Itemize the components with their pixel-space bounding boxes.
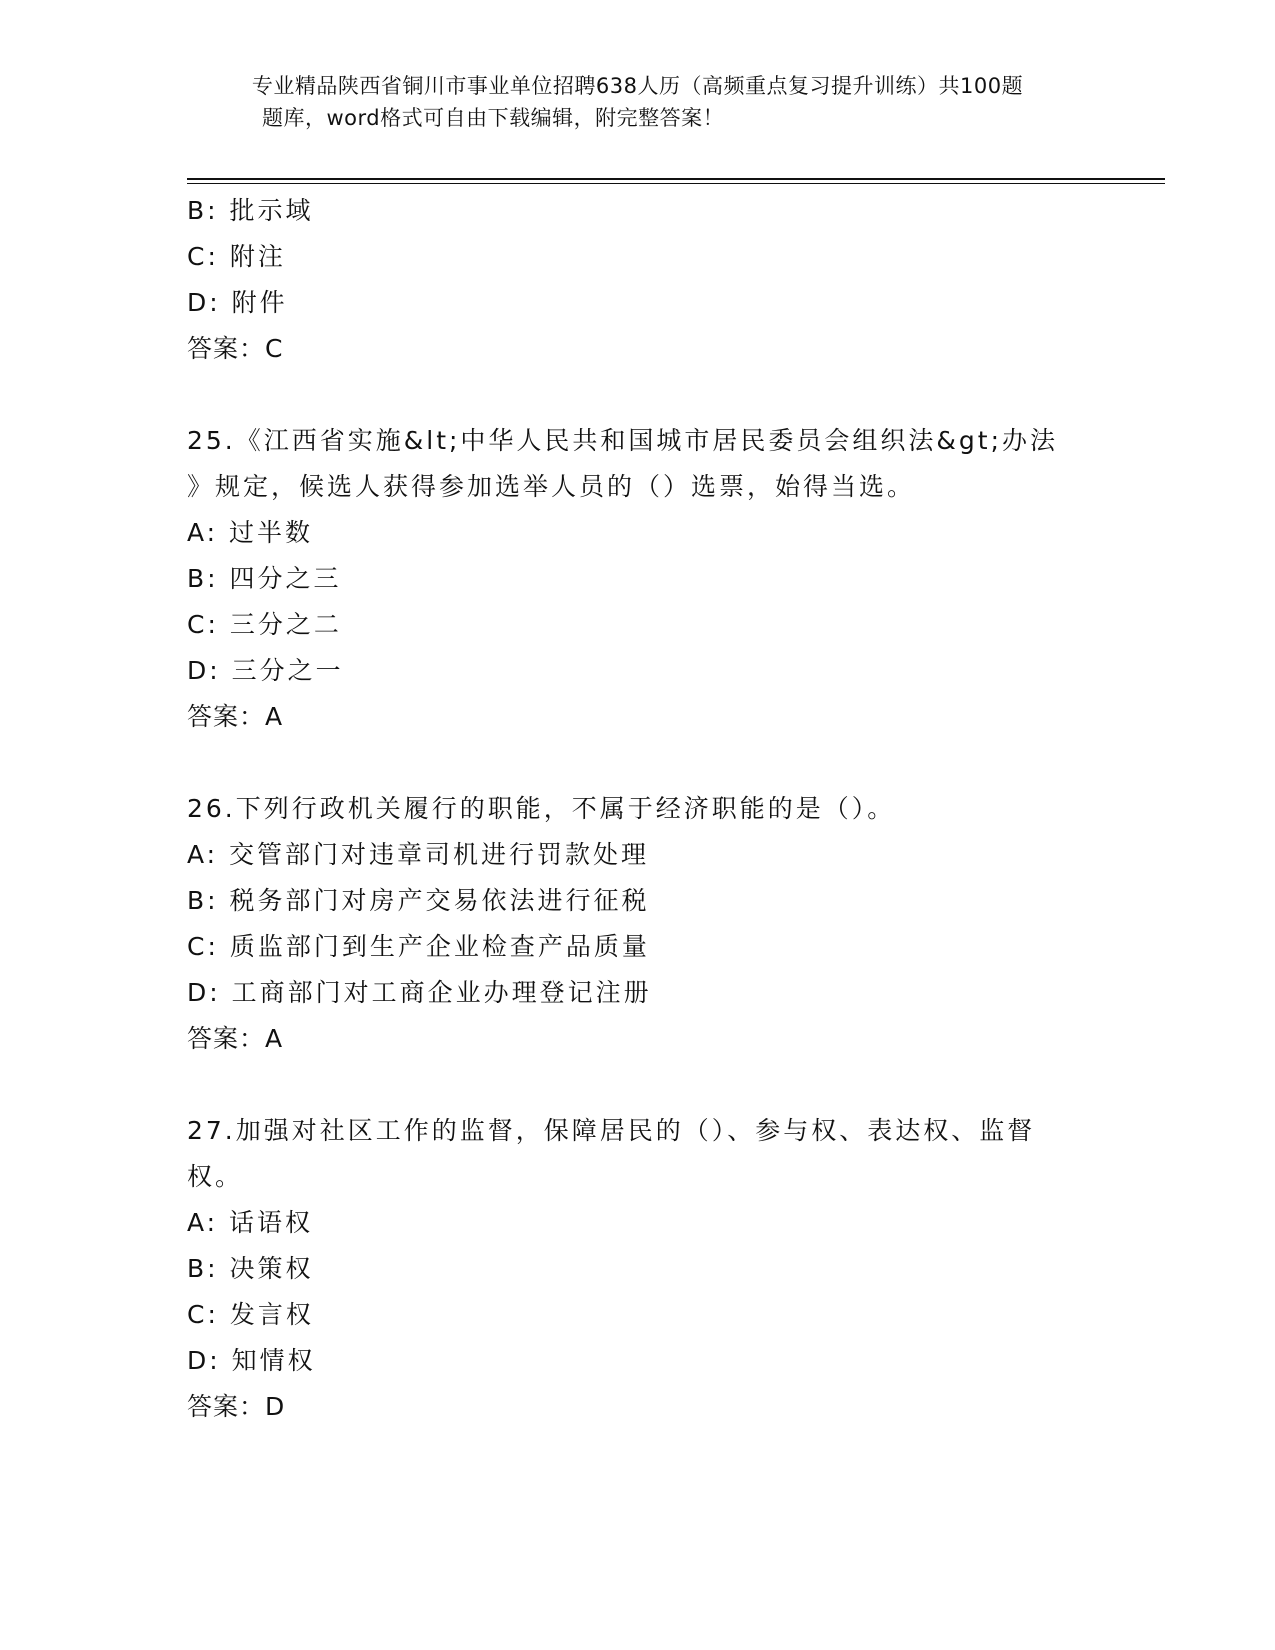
question-25 [187, 418, 1087, 740]
option-c: C: 质监部门到生产企业检查产品质量 [187, 932, 650, 961]
option-b: B: 四分之三 [187, 564, 342, 593]
header-divider [187, 178, 1165, 180]
question-26 [187, 786, 1087, 1062]
answer: 答案：A [187, 702, 284, 731]
header-title-line1: 专业精品陕西省铜川市事业单位招聘638人历（高频重点复习提升训练）共100题 [251, 74, 1024, 98]
header-title-line2: 题库，word格式可自由下载编辑，附完整答案！ [262, 106, 725, 130]
option-d: D: 三分之一 [187, 656, 344, 685]
spacer [187, 1062, 1087, 1108]
header-divider-thin [187, 183, 1165, 184]
question-stem-cont: 权。 [187, 1162, 244, 1191]
option-d: D: 工商部门对工商企业办理登记注册 [187, 978, 652, 1007]
option-b: B: 税务部门对房产交易依法进行征税 [187, 886, 650, 915]
answer: 答案：A [187, 1024, 284, 1053]
spacer [187, 740, 1087, 786]
previous-question-tail [187, 188, 1087, 372]
document-header [150, 70, 1125, 134]
option-c: C: 附注 [187, 242, 286, 271]
option-c: C: 三分之二 [187, 610, 342, 639]
question-27 [187, 1108, 1087, 1430]
question-stem: 26.下列行政机关履行的职能，不属于经济职能的是（）。 [187, 794, 896, 823]
spacer [187, 372, 1087, 418]
question-list [187, 188, 1087, 1430]
option-d: D: 附件 [187, 288, 288, 317]
option-d: D: 知情权 [187, 1346, 316, 1375]
option-b: B: 决策权 [187, 1254, 314, 1283]
answer: 答案：D [187, 1392, 286, 1421]
option-a: A: 交管部门对违章司机进行罚款处理 [187, 840, 650, 869]
answer: 答案：C [187, 334, 284, 363]
question-stem-cont: 》规定，候选人获得参加选举人员的（）选票，始得当选。 [187, 472, 916, 501]
question-stem: 25.《江西省实施&lt;中华人民共和国城市居民委员会组织法&gt;办法 [187, 426, 1059, 455]
question-stem: 27.加强对社区工作的监督，保障居民的（）、参与权、表达权、监督 [187, 1116, 1036, 1145]
option-a: A: 话语权 [187, 1208, 314, 1237]
option-c: C: 发言权 [187, 1300, 314, 1329]
option-b: B: 批示域 [187, 196, 314, 225]
option-a: A: 过半数 [187, 518, 314, 547]
